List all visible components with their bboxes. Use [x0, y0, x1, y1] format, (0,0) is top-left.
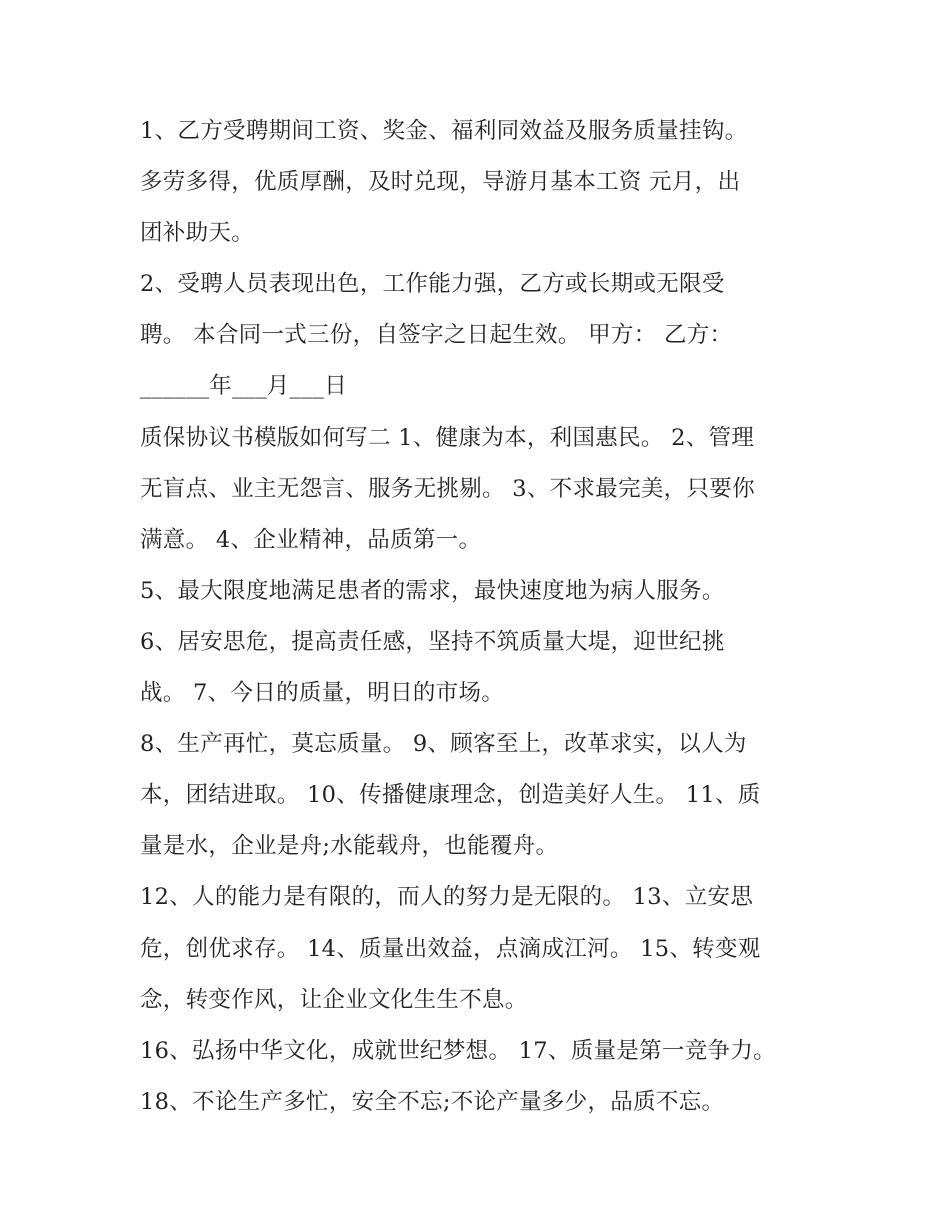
date-line: ______年___月___日 [140, 373, 347, 400]
text-line: 6、居安思危，提高责任感，坚持不筑质量大堤，迎世纪挑 [140, 628, 725, 655]
text-line: 满意。 4、企业精神，品质第一。 [140, 526, 482, 553]
text-line: 多劳多得，优质厚酬，及时兑现，导游月基本工资 元月，出 [140, 169, 741, 196]
text-line: 危，创优求存。 14、质量出效益，点滴成江河。 15、转变观 [140, 935, 761, 962]
text-line: 团补助天。 [140, 220, 255, 247]
document-text [140, 106, 820, 1128]
text-line: 1、乙方受聘期间工资、奖金、福利同效益及服务质量挂钩。 [140, 118, 748, 144]
text-line: 无盲点、业主无怨言、服务无挑剔。 3、不求最完美，只要你 [140, 475, 755, 502]
text-line: 质保协议书模版如何写二 1、健康为本，利国惠民。 2、管理 [140, 424, 755, 451]
text-line: 8、生产再忙，莫忘质量。 9、顾客至上，改革求实，以人为 [140, 731, 747, 758]
text-line: 量是水，企业是舟;水能载舟，也能覆舟。 [140, 833, 559, 860]
text-line: 念，转变作风，让企业文化生生不息。 [140, 986, 528, 1013]
text-line: 12、人的能力是有限的，而人的努力是无限的。 13、立安思 [140, 884, 754, 911]
text-line: 16、弘扬中华文化，成就世纪梦想。 17、质量是第一竞争力。 [140, 1037, 776, 1064]
text-line: 18、不论生产多忙，安全不忘;不论产量多少，品质不忘。 [140, 1088, 725, 1115]
text-line: 5、最大限度地满足患者的需求，最快速度地为病人服务。 [140, 577, 725, 604]
text-line: 本，团结进取。 10、传播健康理念，创造美好人生。 11、质 [140, 782, 761, 809]
text-line: 2、受聘人员表现出色，工作能力强，乙方或长期或无限受 [140, 271, 725, 298]
text-line: 战。 7、今日的质量，明日的市场。 [140, 680, 505, 707]
text-line: 聘。 本合同一式三份，自签字之日起生效。 甲方： 乙方： [140, 322, 733, 349]
